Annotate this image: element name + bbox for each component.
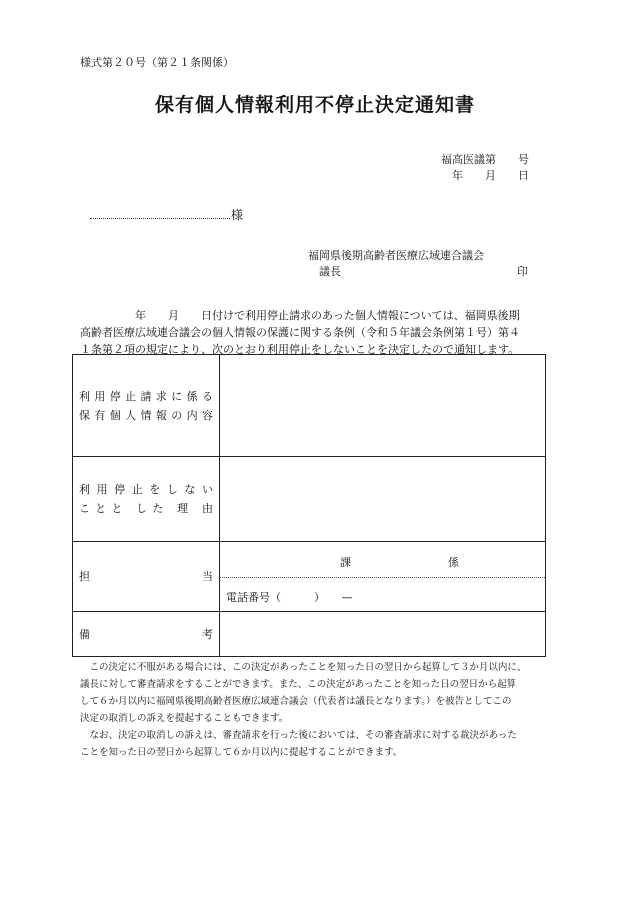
label-line: ことと した 理 由: [79, 502, 213, 515]
document-date: 年 月 日: [452, 169, 529, 182]
reason-field[interactable]: [220, 457, 546, 542]
addressee-blank: [90, 210, 230, 219]
content-field[interactable]: [220, 355, 546, 457]
unit-label: 係: [448, 556, 459, 569]
label-line: 担 当: [79, 570, 213, 583]
reason-label: [73, 457, 220, 542]
label-line: 利用停止請求に係る: [79, 389, 213, 403]
notice-line: この決定に不服がある場合には、この決定があったことを知った日の翌日から起算して３か月以内に、: [80, 662, 527, 673]
chair-title: 議長: [319, 265, 341, 278]
body-line: 年 月 日付けで利用停止請求のあった個人情報については、福岡県後期: [80, 309, 520, 322]
label-line: 備 考: [79, 627, 213, 641]
decision-table: [72, 354, 546, 657]
remarks-label: [73, 612, 220, 657]
content-label: [73, 355, 220, 457]
label-line: 保有個人情報の内容: [79, 408, 213, 422]
contact-field[interactable]: [220, 542, 546, 612]
body-text: [80, 307, 546, 358]
notice-line: ことを知った日の翌日から起算して６か月以内に提起することができます。: [80, 747, 403, 758]
phone-label: 電話番号（ ） —: [226, 591, 353, 604]
body-line: １条第２項の規定により、次のとおり利用停止をしないことを決定したので通知します。: [80, 343, 520, 356]
remarks-field[interactable]: [220, 612, 546, 657]
body-line: 高齢者医療広域連合議会の個人情報の保護に関する条例（令和５年議会条例第１号）第４: [80, 326, 520, 339]
seal-mark: 印: [517, 265, 528, 278]
document-number: 福高医議第 号: [441, 153, 529, 166]
notice-line: 議長に対して審査請求をすることができます。また、この決定があったことを知った日の翌日から起算: [80, 679, 517, 690]
label-line: 利用停止をしない: [79, 483, 213, 496]
divider: [220, 577, 545, 578]
table-row: [73, 355, 546, 457]
issuer-name: 福岡県後期高齢者医療広域連合議会: [308, 249, 484, 262]
form-number: 様式第２０号（第２１条関係）: [80, 56, 234, 69]
section-label: 課: [340, 556, 351, 569]
notice-line: 決定の取消しの訴えを提起することもできます。: [80, 713, 289, 724]
table-row: [73, 457, 546, 542]
notice-line: なお、決定の取消しの訴えは、審査請求を行った後においては、その審査請求に対する裁決があった: [80, 730, 517, 741]
table-row: [73, 612, 546, 657]
contact-label: [73, 542, 220, 612]
notice-text: [80, 659, 550, 761]
addressee: [90, 206, 243, 223]
notice-line: して６か月以内に福岡県後期高齢者医療広域連合議会（代表者は議長となります。）を被告としてこの: [80, 696, 512, 707]
addressee-suffix: 様: [231, 208, 244, 222]
table-row: [73, 542, 546, 612]
document-title: 保有個人情報利用不停止決定通知書: [154, 94, 475, 116]
